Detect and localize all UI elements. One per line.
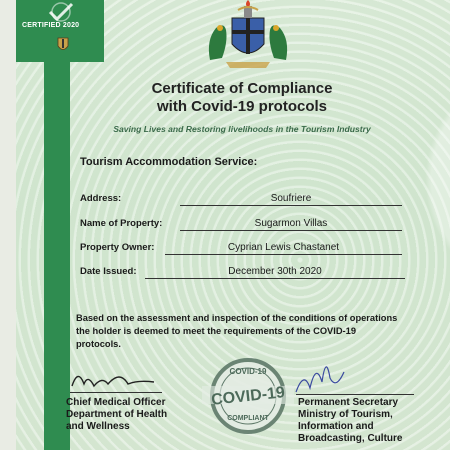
address-label: Address: bbox=[80, 193, 122, 204]
title-line-1: Certificate of Compliance bbox=[151, 80, 333, 97]
coat-of-arms-icon bbox=[198, 0, 298, 70]
signature-left bbox=[68, 364, 158, 392]
signature-line-right bbox=[296, 394, 414, 395]
seal-bottom-text: COMPLIANT bbox=[227, 415, 269, 422]
property-owner-value: Cyprian Lewis Chastanet bbox=[165, 241, 402, 255]
signatory-left-line-2: Department of Health bbox=[66, 409, 168, 420]
certificate-title bbox=[108, 80, 376, 116]
certified-badge bbox=[16, 0, 104, 62]
title-line-2: with Covid-19 protocols bbox=[156, 98, 327, 115]
mini-crest-icon bbox=[54, 36, 72, 54]
signatory-right bbox=[298, 397, 402, 445]
signature-line-left bbox=[70, 392, 162, 393]
checkmark-icon bbox=[46, 2, 76, 22]
signatory-right-line-1: Permanent Secretary bbox=[298, 397, 399, 408]
seal-main-text: COVID-19 bbox=[210, 384, 286, 409]
property-name-label: Name of Property: bbox=[80, 218, 163, 229]
paper-edge bbox=[0, 0, 16, 450]
signatory-right-line-4: Broadcasting, Culture bbox=[298, 433, 403, 444]
covid-compliant-seal bbox=[200, 356, 296, 436]
section-heading: Tourism Accommodation Service: bbox=[80, 156, 258, 168]
green-side-bar bbox=[44, 60, 70, 450]
signatory-left-line-1: Chief Medical Officer bbox=[66, 397, 166, 408]
date-issued-value: December 30th 2020 bbox=[145, 265, 405, 279]
property-owner-label: Property Owner: bbox=[80, 242, 155, 253]
signature-right bbox=[286, 352, 366, 400]
signatory-left bbox=[66, 397, 167, 433]
signatory-right-line-3: Information and bbox=[298, 421, 374, 432]
date-issued-label: Date Issued: bbox=[80, 266, 137, 277]
address-value: Soufriere bbox=[180, 192, 402, 206]
badge-label: CERTIFIED 2020 bbox=[22, 22, 80, 29]
compliance-statement: Based on the assessment and inspection of the conditions of operations the holder is deemed to meet the requirements of the COVID-19 protocols. bbox=[76, 313, 398, 349]
property-name-value: Sugarmon Villas bbox=[180, 217, 402, 231]
signatory-left-line-3: and Wellness bbox=[66, 421, 130, 432]
seal-top-text: COVID-19 bbox=[229, 367, 267, 376]
certificate-subtitle: Saving Lives and Restoring livelihoods in the Tourism Industry bbox=[113, 124, 371, 134]
signatory-right-line-2: Ministry of Tourism, bbox=[298, 409, 393, 420]
